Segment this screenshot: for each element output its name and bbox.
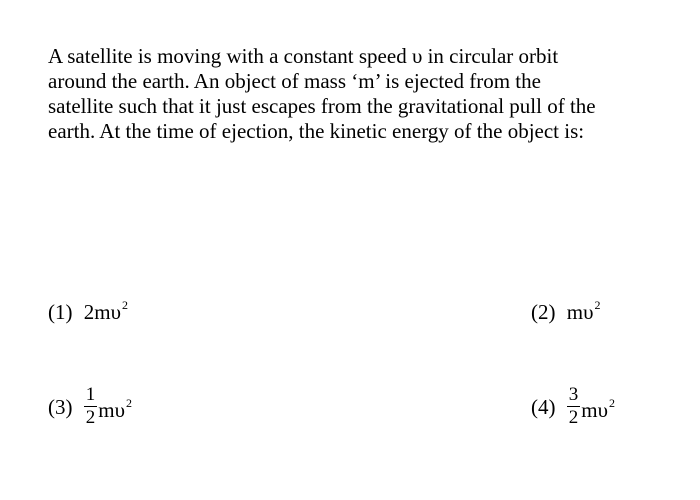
option-1-expression: mυ	[94, 300, 121, 324]
option-3-exponent: 2	[125, 395, 132, 410]
option-2-expression: mυ	[566, 300, 594, 324]
option-4-expression: mυ	[581, 397, 608, 422]
option-4[interactable]	[531, 386, 615, 429]
option-4-fraction-numerator: 3	[568, 384, 579, 405]
option-1[interactable]	[48, 295, 128, 325]
option-4-number: (4)	[531, 395, 556, 419]
option-4-fraction	[567, 385, 581, 428]
option-3-fraction	[84, 385, 98, 428]
question-line-1: A satellite is moving with a constant speed υ in circular orbit	[48, 44, 559, 68]
option-2[interactable]	[531, 295, 600, 325]
question-line-3: satellite such that it just escapes from the gravitational pull of the	[48, 94, 596, 118]
option-1-exponent: 2	[121, 298, 128, 312]
option-3-number: (3)	[48, 395, 73, 419]
option-3-fraction-denominator: 2	[85, 407, 96, 428]
option-4-expression-wrap	[581, 393, 615, 423]
option-2-exponent: 2	[594, 298, 601, 312]
option-2-number: (2)	[531, 300, 556, 324]
option-1-coefficient: 2	[83, 300, 95, 324]
option-3[interactable]	[48, 386, 132, 429]
question-line-4: earth. At the time of ejection, the kinetic energy of the object is:	[48, 119, 585, 143]
question-line-2: around the earth. An object of mass ‘m’ is ejected from the	[48, 69, 541, 93]
option-4-exponent: 2	[608, 395, 615, 410]
option-3-expression: mυ	[98, 397, 125, 422]
option-1-number: (1)	[48, 300, 73, 324]
option-4-fraction-denominator: 2	[568, 407, 579, 428]
option-3-expression-wrap	[98, 393, 132, 423]
question-text	[48, 44, 616, 144]
option-3-fraction-numerator: 1	[85, 384, 96, 405]
